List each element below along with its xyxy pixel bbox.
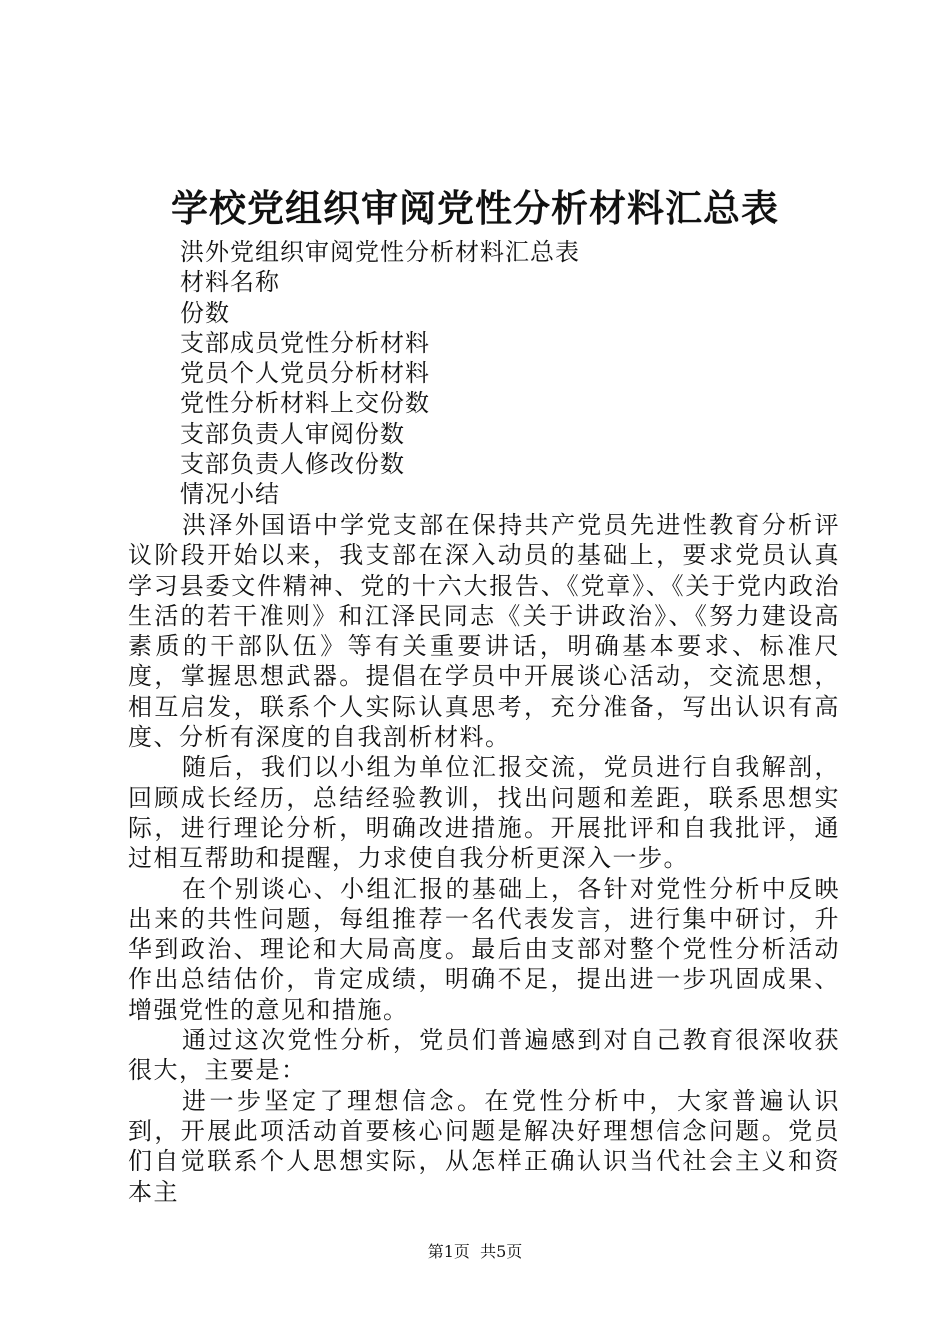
column-material-name: 材料名称 <box>180 268 280 297</box>
paragraph: 随后，我们以小组为单位汇报交流，党员进行自我解剖，回顾成长经历，总结经验教训，找出问题和差距，联系思想实际，进行理论分析，明确改进措施。开展批评和自我批评，通过相互帮助和提醒，力求使自我分析更深入一步。 <box>128 753 840 873</box>
row-revised-copies: 支部负责人修改份数 <box>180 450 405 479</box>
page-footer <box>0 1240 950 1264</box>
paragraph: 通过这次党性分析，党员们普遍感到对自己教育很深收获很大，主要是： <box>128 1026 840 1085</box>
section-summary-heading: 情况小结 <box>180 480 280 509</box>
row-personal-material: 党员个人党员分析材料 <box>180 359 430 388</box>
row-submitted-copies: 党性分析材料上交份数 <box>180 389 430 418</box>
row-branch-member-material: 支部成员党性分析材料 <box>180 328 430 357</box>
document-title: 学校党组织审阅党性分析材料汇总表 <box>171 186 779 230</box>
summary-body <box>128 510 840 1207</box>
row-reviewed-copies: 支部负责人审阅份数 <box>180 419 405 448</box>
summary-table-lines <box>180 237 580 510</box>
page-total: 共5页 <box>480 1242 523 1261</box>
paragraph: 在个别谈心、小组汇报的基础上，各针对党性分析中反映出来的共性问题，每组推荐一名代表发言，进行集中研讨，升华到政治、理论和大局高度。最后由支部对整个党性分析活动作出总结估价，肯定成绩，明确不足，提出进一步巩固成果、增强党性的意见和措施。 <box>128 874 840 1024</box>
column-copies: 份数 <box>180 298 230 327</box>
table-heading: 洪外党组织审阅党性分析材料汇总表 <box>180 238 580 266</box>
page-number: 第1页 <box>427 1242 470 1261</box>
paragraph: 进一步坚定了理想信念。在党性分析中，大家普遍认识到，开展此项活动首要核心问题是解决好理想信念问题。党员们自觉联系个人思想实际，从怎样正确认识当代社会主义和资本主 <box>128 1086 840 1206</box>
paragraph: 洪泽外国语中学党支部在保持共产党员先进性教育分析评议阶段开始以来，我支部在深入动员的基础上，要求党员认真学习县委文件精神、党的十六大报告、《党章》、《关于党内政治生活的若干准则》和江泽民同志《关于讲政治》、《努力建设高素质的干部队伍》等有关重要讲话，明确基本要求、标准尺度，掌握思想武器。提倡在学员中开展谈心活动，交流思想，相互启发，联系个人实际认真思考，充分准备，写出认识有高度、分析有深度的自我剖析材料。 <box>128 511 840 752</box>
